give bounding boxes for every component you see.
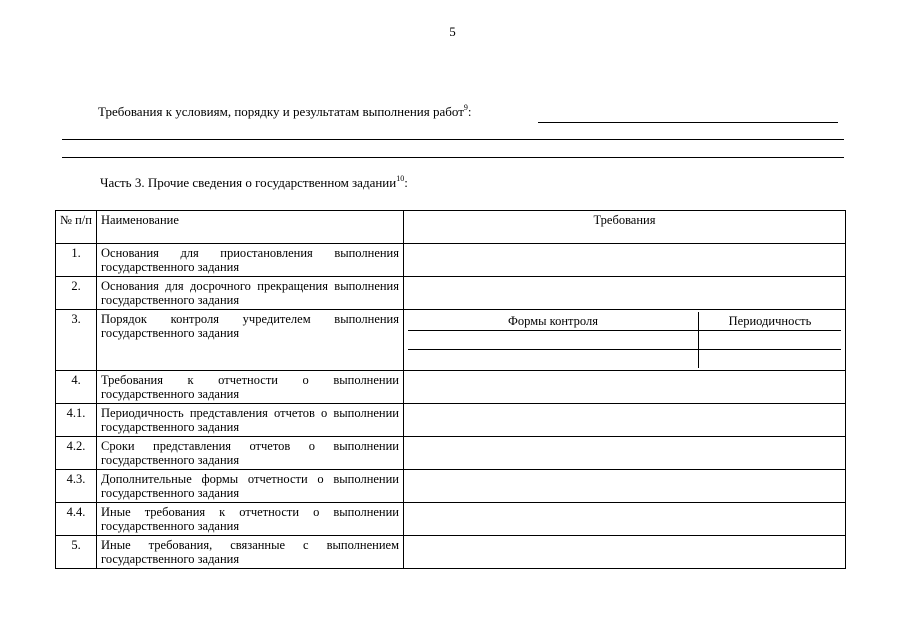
row-num: 2. <box>56 277 97 310</box>
table-row <box>56 244 846 277</box>
row-num: 4.3. <box>56 470 97 503</box>
table-row <box>56 437 846 470</box>
footnote-ref-9: 9 <box>463 103 468 112</box>
table-row <box>56 470 846 503</box>
row-num: 1. <box>56 244 97 277</box>
subtable-cell <box>408 331 699 350</box>
header-num: № п/п <box>56 211 97 244</box>
requirements-colon: : <box>467 104 472 119</box>
row-requirements-cell <box>404 404 846 437</box>
subtable-cell <box>408 350 699 369</box>
control-subtable <box>408 312 841 368</box>
row-num: 4.2. <box>56 437 97 470</box>
table-row <box>56 503 846 536</box>
row-name: Сроки представления отчетов о выполнении государственного задания <box>97 437 404 470</box>
row-name: Иные требования к отчетности о выполнении государственного задания <box>97 503 404 536</box>
subheader-periodicity: Периодичность <box>699 312 842 331</box>
footnote-ref-10: 10 <box>396 174 405 183</box>
requirements-text: Требования к условиям, порядку и результатам выполнения работ <box>98 104 464 119</box>
table-row <box>56 371 846 404</box>
subtable-cell <box>699 331 842 350</box>
row-requirements-cell <box>404 277 846 310</box>
table-row <box>56 310 846 371</box>
row-name: Основания для приостановления выполнения государственного задания <box>97 244 404 277</box>
table-row <box>56 404 846 437</box>
part3-colon: : <box>404 175 408 190</box>
control-subtable-cell <box>404 310 846 371</box>
row-name: Периодичность представления отчетов о выполнении государственного задания <box>97 404 404 437</box>
requirements-fill-line <box>538 122 838 123</box>
part3-text: Часть 3. Прочие сведения о государственном задании <box>100 175 397 190</box>
subtable-row <box>408 331 841 350</box>
row-requirements-cell <box>404 503 846 536</box>
row-num: 3. <box>56 310 97 371</box>
row-name: Порядок контроля учредителем выполнения государственного задания <box>97 310 404 371</box>
row-num: 4.4. <box>56 503 97 536</box>
other-info-table <box>55 210 846 569</box>
row-num: 5. <box>56 536 97 569</box>
requirements-line <box>98 104 472 120</box>
header-requirements: Требования <box>404 211 846 244</box>
subtable-row <box>408 350 841 369</box>
row-requirements-cell <box>404 536 846 569</box>
subheader-forms: Формы контроля <box>408 312 699 331</box>
header-name: Наименование <box>97 211 404 244</box>
blank-line-2 <box>62 157 844 158</box>
row-name: Требования к отчетности о выполнении государственного задания <box>97 371 404 404</box>
table-row <box>56 536 846 569</box>
row-num: 4. <box>56 371 97 404</box>
row-name: Иные требования, связанные с выполнением государственного задания <box>97 536 404 569</box>
part3-title <box>100 175 408 191</box>
subtable-cell <box>699 350 842 369</box>
blank-line-1 <box>62 139 844 140</box>
row-requirements-cell <box>404 244 846 277</box>
row-requirements-cell <box>404 470 846 503</box>
row-requirements-cell <box>404 371 846 404</box>
page-number: 5 <box>449 24 456 39</box>
table-header-row <box>56 211 846 244</box>
row-name: Основания для досрочного прекращения выполнения государственного задания <box>97 277 404 310</box>
subtable-header-row <box>408 312 841 331</box>
row-num: 4.1. <box>56 404 97 437</box>
table-row <box>56 277 846 310</box>
row-requirements-cell <box>404 437 846 470</box>
row-name: Дополнительные формы отчетности о выполнении государственного задания <box>97 470 404 503</box>
